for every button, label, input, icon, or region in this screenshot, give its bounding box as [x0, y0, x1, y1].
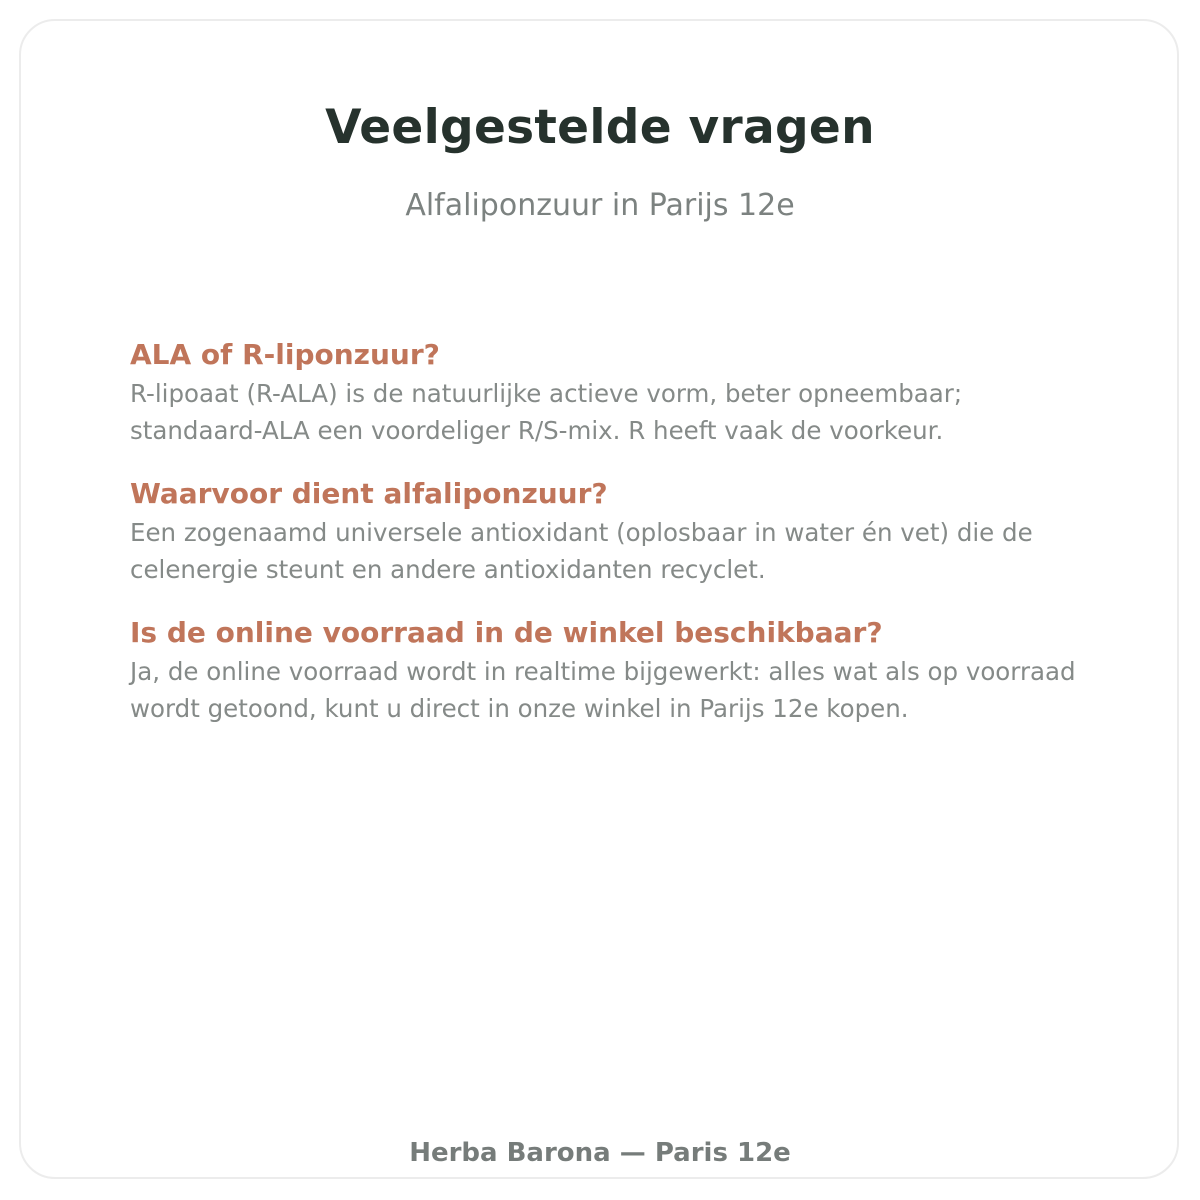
faq-answer: Een zogenaamd universele antioxidant (oplosbaar in water én vet) die de celenergie steunt en andere antioxidanten recyclet.	[130, 518, 1033, 584]
faq-item	[130, 335, 1090, 449]
faq-answer: Ja, de online voorraad wordt in realtime bijgewerkt: alles wat als op voorraad wordt getoond, kunt u direct in onze winkel in Parijs 12e kopen.	[130, 657, 1076, 723]
faq-item	[130, 474, 1090, 588]
page-title: Veelgestelde vragen	[325, 100, 875, 155]
faq-item	[130, 613, 1090, 727]
faq-question: Is de online voorraad in de winkel beschikbaar?	[130, 616, 883, 649]
faq-question: ALA of R-liponzuur?	[130, 338, 440, 371]
faq-answer: R-lipoaat (R-ALA) is de natuurlijke actieve vorm, beter opneembaar; standaard-ALA een voordeliger R/S-mix. R heeft vaak de voorkeur.	[130, 379, 963, 445]
page-subtitle: Alfaliponzuur in Parijs 12e	[405, 188, 795, 223]
faq-question: Waarvoor dient alfaliponzuur?	[130, 477, 608, 510]
footer-brand: Herba Barona — Paris 12e	[409, 1138, 791, 1168]
